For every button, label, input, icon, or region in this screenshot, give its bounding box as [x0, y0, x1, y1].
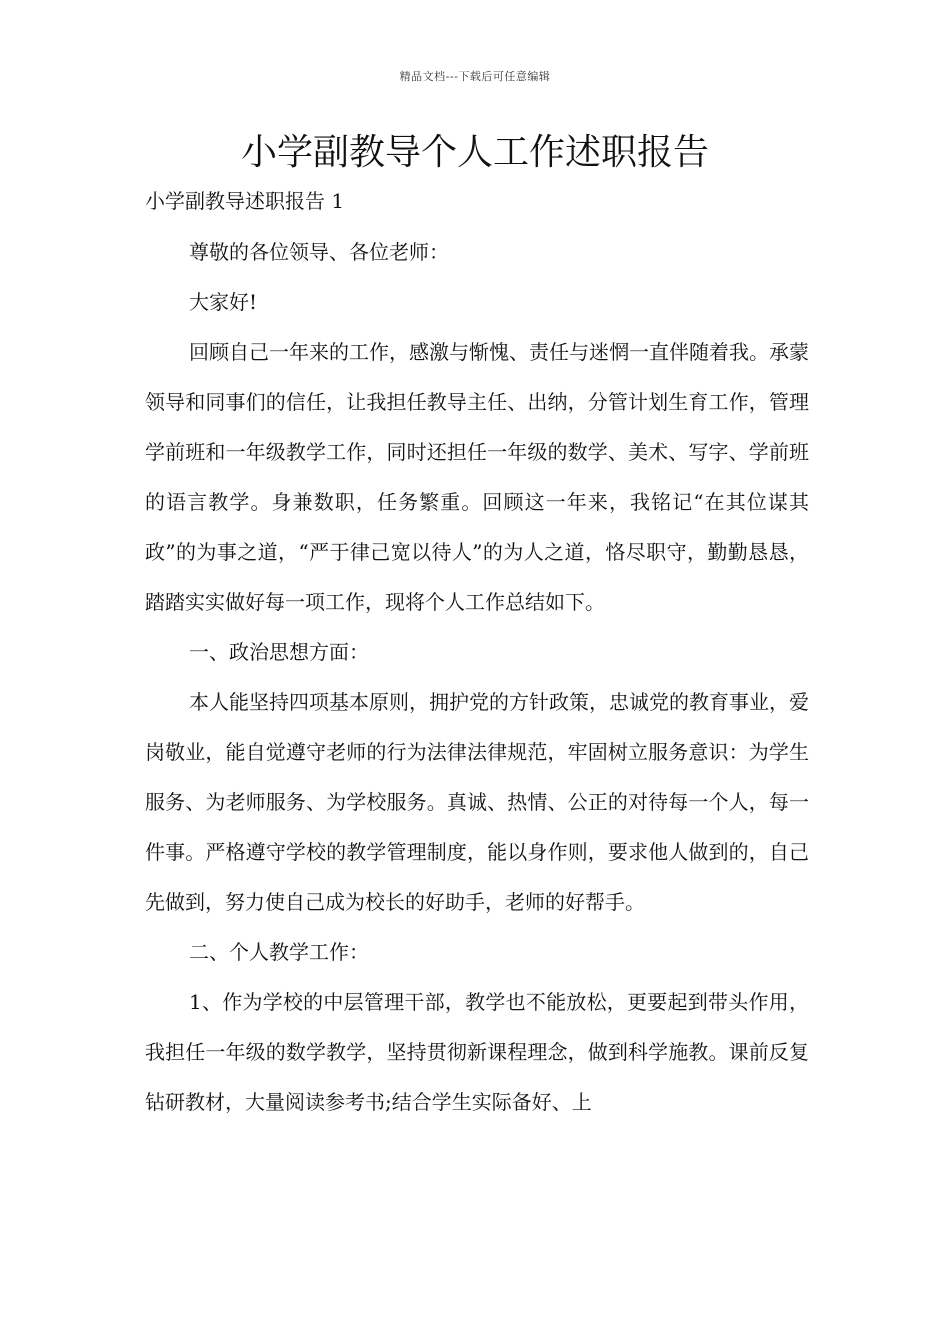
document-subtitle: 小学副教导述职报告 1 — [145, 189, 345, 213]
document-body — [145, 227, 809, 1127]
section-heading-politics: 一、政治思想方面： — [189, 640, 369, 664]
section-heading-teaching: 二、个人教学工作： — [189, 940, 369, 964]
header-note: 精品文档---下载后可任意编辑 — [399, 70, 551, 83]
paragraph-politics: 本人能坚持四项基本原则，拥护党的方针政策，忠诚党的教育事业，爱岗敬业，能自觉遵守老师的行为法律法律规范，牢固树立服务意识：为学生服务、为老师服务、为学校服务。真诚、热情、公正的对待每一个人，每一件事。严格遵守学校的教学管理制度，能以身作则，要求他人做到的，自己先做到，努力使自己成为校长的好助手，老师的好帮手。 — [145, 690, 809, 914]
paragraph-teaching-1: 1、作为学校的中层管理干部，教学也不能放松，更要起到带头作用，我担任一年级的数学教学，坚持贯彻新课程理念，做到科学施教。课前反复钻研教材，大量阅读参考书;结合学生实际备好、上 — [145, 990, 809, 1114]
paragraph-greeting: 大家好! — [189, 290, 258, 314]
paragraph-review: 回顾自己一年来的工作，感激与惭愧、责任与迷惘一直伴随着我。承蒙领导和同事们的信任，让我担任教导主任、出纳，分管计划生育工作，管理学前班和一年级教学工作，同时还担任一年级的数学、美术、写字、学前班的语言教学。身兼数职，任务繁重。回顾这一年来，我铭记“在其位谋其政”的为事之道，“严于律己宽以待人”的为人之道，恪尽职守，勤勤恳恳，踏踏实实做好每一项工作，现将个人工作总结如下。 — [145, 340, 809, 614]
document-title: 小学副教导个人工作述职报告 — [240, 132, 709, 173]
paragraph-salutation: 尊敬的各位领导、各位老师： — [189, 240, 449, 264]
